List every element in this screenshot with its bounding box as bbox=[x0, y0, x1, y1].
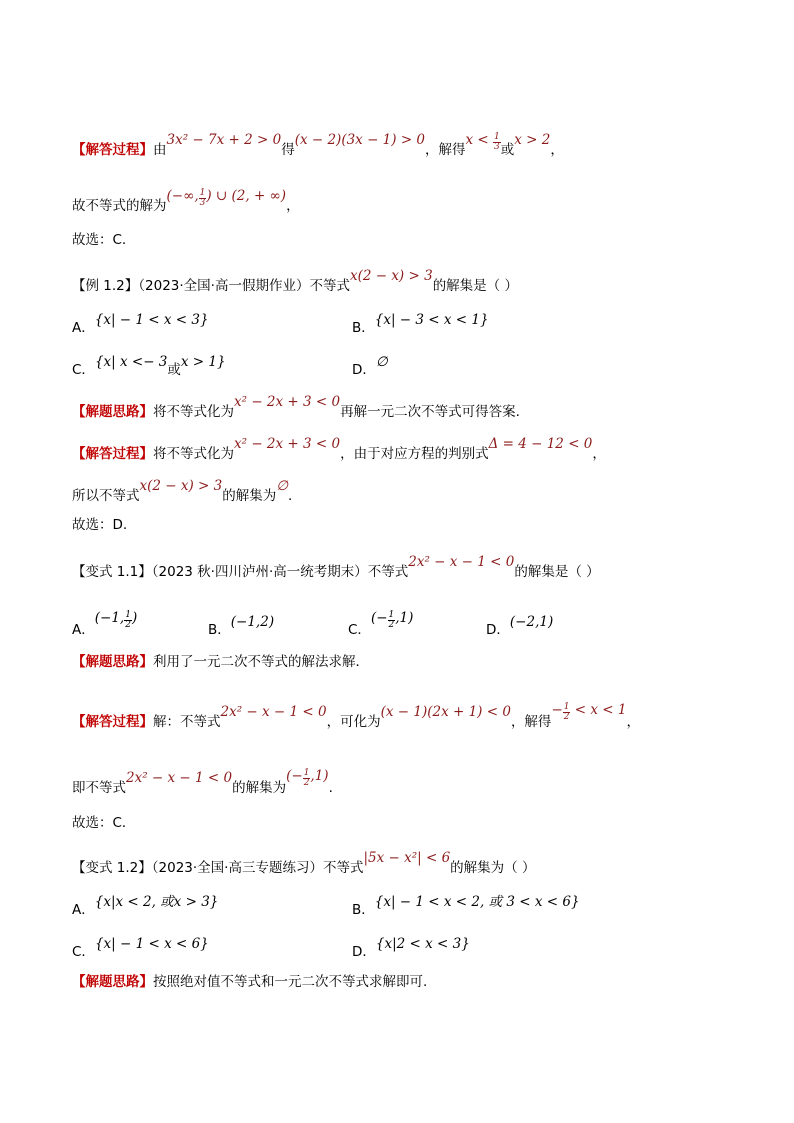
answer-line: 故选：C． bbox=[72, 815, 136, 831]
solution-process-line: 【解答过程】由3x² − 7x + 2 > 0得(x − 2)(3x − 1) > 0，解得x < $\frac{1}{3}$ 或x > 2， bbox=[72, 132, 564, 158]
variant-1-2-question: 【变式 1.2】（2023·全国·高三专题练习）不等式|5x − x²| < 6的解集为（ ） bbox=[72, 850, 536, 876]
option-a[interactable]: A．(−1, $\frac{1}{2}$ ) bbox=[72, 610, 138, 638]
options-row bbox=[72, 610, 734, 640]
option-d[interactable]: D．{x|2 < x < 3} bbox=[352, 936, 470, 960]
options-row-2 bbox=[72, 936, 734, 962]
math-inequality: 3x² − 7x + 2 > 0 bbox=[166, 132, 282, 148]
option-c[interactable]: C．{x| − 1 < x < 6} bbox=[72, 936, 209, 960]
solution-idea-line: 【解题思路】将不等式化为x² − 2x + 3 < 0再解一元二次不等式可得答案. bbox=[72, 394, 520, 420]
option-b[interactable]: B．{x| − 1 < x < 2, 或 3 < x < 6} bbox=[352, 894, 580, 918]
option-a[interactable]: A．{x|x < 2, 或x > 3} bbox=[72, 894, 219, 918]
solution-set-line: 即不等式2x² − x − 1 < 0的解集为(− $\frac{1}{2}$ ,1). bbox=[72, 768, 333, 796]
solution-set-line: 所以不等式x(2 − x) > 3的解集为∅. bbox=[72, 478, 293, 504]
example-1-2-question: 【例 1.2】（2023·全国·高一假期作业）不等式x(2 − x) > 3的解集是（ ） bbox=[72, 268, 518, 294]
options-row-2 bbox=[72, 354, 734, 380]
math-solution-set: (−∞, $\frac{1}{3}$ ) ∪ (2, + ∞) bbox=[166, 188, 287, 208]
math-question: x(2 − x) > 3 bbox=[349, 268, 433, 284]
option-b[interactable]: B．{x| − 3 < x < 1} bbox=[352, 312, 489, 336]
math-question: |5x − x²| < 6 bbox=[363, 850, 451, 866]
solution-idea-line: 【解题思路】按照绝对值不等式和一元二次不等式求解即可. bbox=[72, 974, 428, 990]
answer-line: 故选：D. bbox=[72, 517, 128, 533]
solution-set-line: 故不等式的解为(−∞, $\frac{1}{3}$ ) ∪ (2, + ∞)， bbox=[72, 188, 300, 214]
math-factored: (x − 2)(3x − 1) > 0 bbox=[294, 132, 426, 148]
option-c[interactable]: C．{x| x <− 3或x > 1} bbox=[72, 354, 226, 378]
math-root-2: x > 2 bbox=[514, 132, 551, 148]
math-question: 2x² − x − 1 < 0 bbox=[408, 554, 515, 570]
math-root-1: x < $\frac{1}{3}$ bbox=[465, 132, 500, 152]
option-b[interactable]: B．(−1,2) bbox=[208, 614, 275, 638]
solution-process-line: 【解答过程】将不等式化为x² − 2x + 3 < 0，由于对应方程的判别式Δ = 4 − 12 < 0， bbox=[72, 436, 606, 462]
options-row-1 bbox=[72, 894, 734, 920]
solution-idea-line: 【解题思路】利用了一元二次不等式的解法求解． bbox=[72, 654, 369, 670]
option-d[interactable]: D．∅ bbox=[352, 354, 388, 378]
solution-process-tag: 【解答过程】 bbox=[72, 142, 153, 158]
option-a[interactable]: A．{x| − 1 < x < 3} bbox=[72, 312, 209, 336]
answer-line: 故选：C. bbox=[72, 232, 127, 248]
option-d[interactable]: D．(−2,1) bbox=[486, 614, 554, 638]
math-interval: − $\frac{1}{2}$ < x < 1 bbox=[551, 702, 627, 722]
options-row-1 bbox=[72, 312, 734, 338]
variant-1-1-question: 【变式 1.1】（2023 秋·四川泸州·高一统考期末）不等式2x² − x − 1 < 0的解集是（ ） bbox=[72, 554, 600, 580]
solution-process-line: 【解答过程】解：不等式2x² − x − 1 < 0，可化为(x − 1)(2x + 1) < 0，解得− $\frac{1}{2}$ < x < 1， bbox=[72, 702, 640, 730]
option-c[interactable]: C．(− $\frac{1}{2}$ ,1) bbox=[348, 610, 414, 638]
